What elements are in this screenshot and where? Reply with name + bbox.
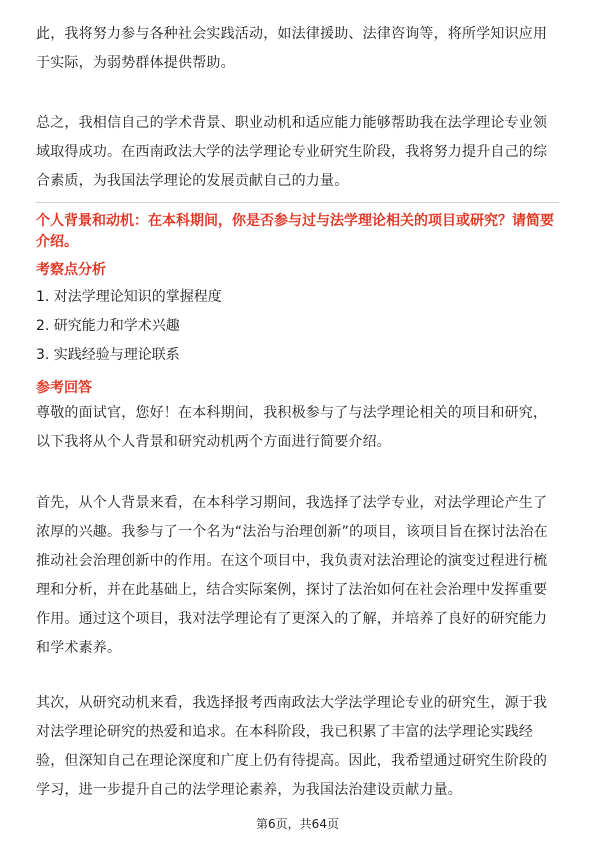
analysis-item: 3. 实践经验与理论联系 [36,347,180,363]
question-title: 个人背景和动机：在本科期间，你是否参与过与法学理论相关的项目或研究？请简要介绍。 [36,213,554,250]
page-number: 第6页，共64页 [256,817,339,831]
analysis-item: 1. 对法学理论知识的掌握程度 [36,289,222,305]
section-divider [36,202,559,203]
analysis-item: 2. 研究能力和学术兴趣 [36,318,180,334]
answer-heading: 参考回答 [36,380,92,396]
body-paragraph: 此，我将努力参与各种社会实践活动，如法律援助、法律咨询等，将所学知识应用于实际，为弱势群体提供帮助。 [36,26,548,71]
analysis-heading: 考察点分析 [36,262,106,278]
answer-paragraph: 尊敬的面试官，您好！在本科期间，我积极参与了与法学理论相关的项目和研究，以下我将从个人背景和研究动机两个方面进行简要介绍。 [36,405,548,450]
conclusion-paragraph: 总之，我相信自己的学术背景、职业动机和适应能力能够帮助我在法学理论专业领域取得成功。在西南政法大学的法学理论专业研究生阶段，我将努力提升自己的综合素质，为我国法学理论的发展贡献自己的力量。 [36,115,548,189]
answer-paragraph: 首先，从个人背景来看，在本科学习期间，我选择了法学专业，对法学理论产生了浓厚的兴趣。我参与了一个名为“法治与治理创新”的项目，该项目旨在探讨法治在推动社会治理创新中的作用。在这个项目中，我负责对法治理论的演变过程进行梳理和分析，并在此基础上，结合实际案例，探讨了法治如何在社会治理中发挥重要作用。通过这个项目，我对法学理论有了更深入的了解，并培养了良好的研究能力和学术素养。 [36,495,548,656]
answer-paragraph: 其次，从研究动机来看，我选择报考西南政法大学法学理论专业的研究生，源于我对法学理论研究的热爱和追求。在本科阶段，我已积累了丰富的法学理论实践经验，但深知自己在理论深度和广度上仍有待提高。因此，我希望通过研究生阶段的学习，进一步提升自己的法学理论素养，为我国法治建设贡献力量。 [36,695,548,798]
